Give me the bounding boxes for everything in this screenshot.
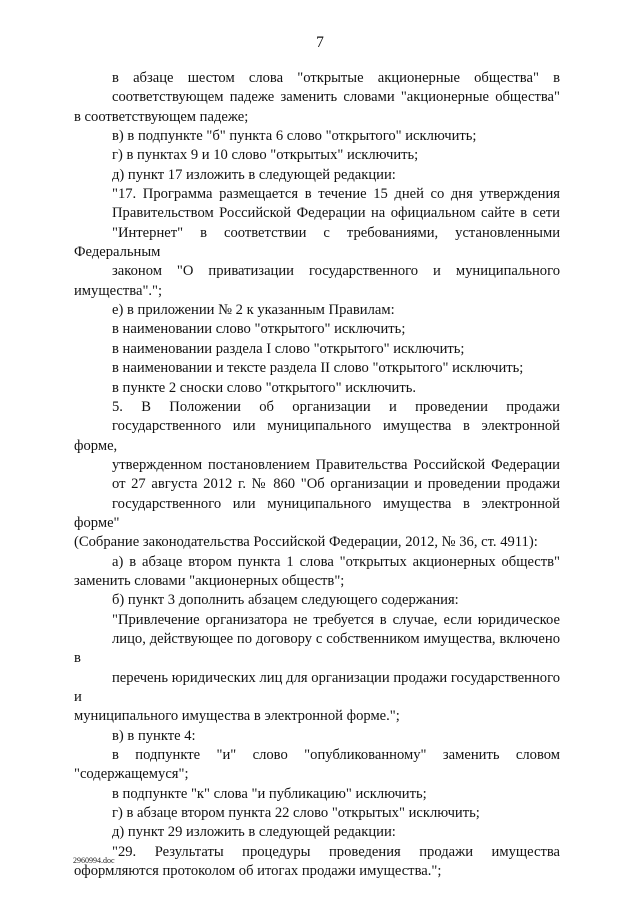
paragraph-line: (Собрание законодательства Российской Федерации, 2012, № 36, ст. 4911): [74,534,538,551]
paragraph-line: а) в абзаце втором пункта 1 слова "открытых акционерных обществ" [112,553,560,570]
paragraph-podpunkt-e: е) в приложении № 2 к указанным Правилам: [112,302,395,319]
paragraph-pp-b: б) пункт 3 дополнить абзацем следующего содержания: [112,592,459,609]
paragraph-privlechenie [74,611,560,727]
document-body [74,69,560,881]
paragraph-line: "содержащемуся"; [74,766,189,783]
paragraph-podpunkt-d: д) пункт 17 изложить в следующей редакции: [112,166,396,183]
paragraph-line: в абзаце шестом слова "открытые акционерные общества" в [112,70,560,86]
paragraph-pp-a [74,553,560,592]
paragraph-punkt-17 [74,185,560,301]
paragraph-podpunkt-i [74,746,560,785]
paragraph-line: оформляются протоколом об итогах продажи имущества."; [74,863,442,880]
paragraph-line: государственного или муниципального имущества в электронной форме" [74,495,560,531]
paragraph-line: "29. Результаты процедуры проведения продажи имущества [112,843,560,860]
paragraph-punkt-5 [74,398,560,553]
paragraph-line: "17. Программа размещается в течение 15 дней со дня утверждения [112,186,560,203]
paragraph-line: "Привлечение организатора не требуется в случае, если юридическое [112,611,560,628]
paragraph-line: заменить словами "акционерных обществ"; [74,572,345,589]
paragraph-podpunkt-g: г) в пунктах 9 и 10 слово "открытых" исключить; [112,147,419,164]
paragraph-line: имущества"."; [74,282,163,299]
paragraph-line: перечень юридических лиц для организации продажи государственного и [74,669,560,705]
paragraph-snoska: в пункте 2 сноски слово "открытого" исключить. [112,379,417,396]
paragraph-line: муниципального имущества в электронной форме."; [74,708,400,725]
paragraph-line: утвержденном постановлением Правительства Российской Федерации [112,456,560,473]
paragraph-line: законом "О приватизации государственного и муниципального [112,263,560,280]
paragraph-naimenovanie-razdela-1: в наименовании раздела I слово "открытого" исключить; [112,340,465,357]
paragraph-line: в подпункте "и" слово "опубликованному" заменить словом [112,747,560,764]
paragraph-podpunkt-v: в) в подпункте "б" пункта 6 слово "открытого" исключить; [112,128,477,145]
paragraph-pp-g: г) в абзаце втором пункта 22 слово "открытых" исключить; [112,805,480,822]
page-number: 7 [316,34,324,51]
paragraph-line: государственного или муниципального имущества в электронной форме, [74,418,560,454]
paragraph-naimenovanie-razdela-2: в наименовании и тексте раздела II слово "открытого" исключить; [112,360,524,377]
paragraph-line: в соответствующем падеже; [74,108,249,125]
paragraph-line: от 27 августа 2012 г. № 860 "Об организации и проведении продажи [112,476,560,493]
paragraph-line: 5. В Положении об организации и проведении продажи [112,398,560,415]
paragraph-line: Правительством Российской Федерации на официальном сайте в сети [112,205,560,222]
paragraph-line: "Интернет" в соответствии с требованиями, установленными Федеральным [74,224,560,261]
paragraph-pp-d: д) пункт 29 изложить в следующей редакции: [112,824,396,841]
paragraph-abzac-shestom [74,69,560,127]
document-file-code: 2960994.doc [73,856,115,865]
paragraph-line: лицо, действующее по договору с собственником имущества, включено в [74,630,560,667]
paragraph-podpunkt-k: в подпункте "к" слова "и публикацию" исключить; [112,785,427,802]
paragraph-punkt-29 [74,843,560,882]
paragraph-line: соответствующем падеже заменить словами "акционерные общества" [112,89,560,106]
paragraph-naimenovanie-1: в наименовании слово "открытого" исключить; [112,321,406,338]
paragraph-pp-v: в) в пункте 4: [112,727,196,744]
